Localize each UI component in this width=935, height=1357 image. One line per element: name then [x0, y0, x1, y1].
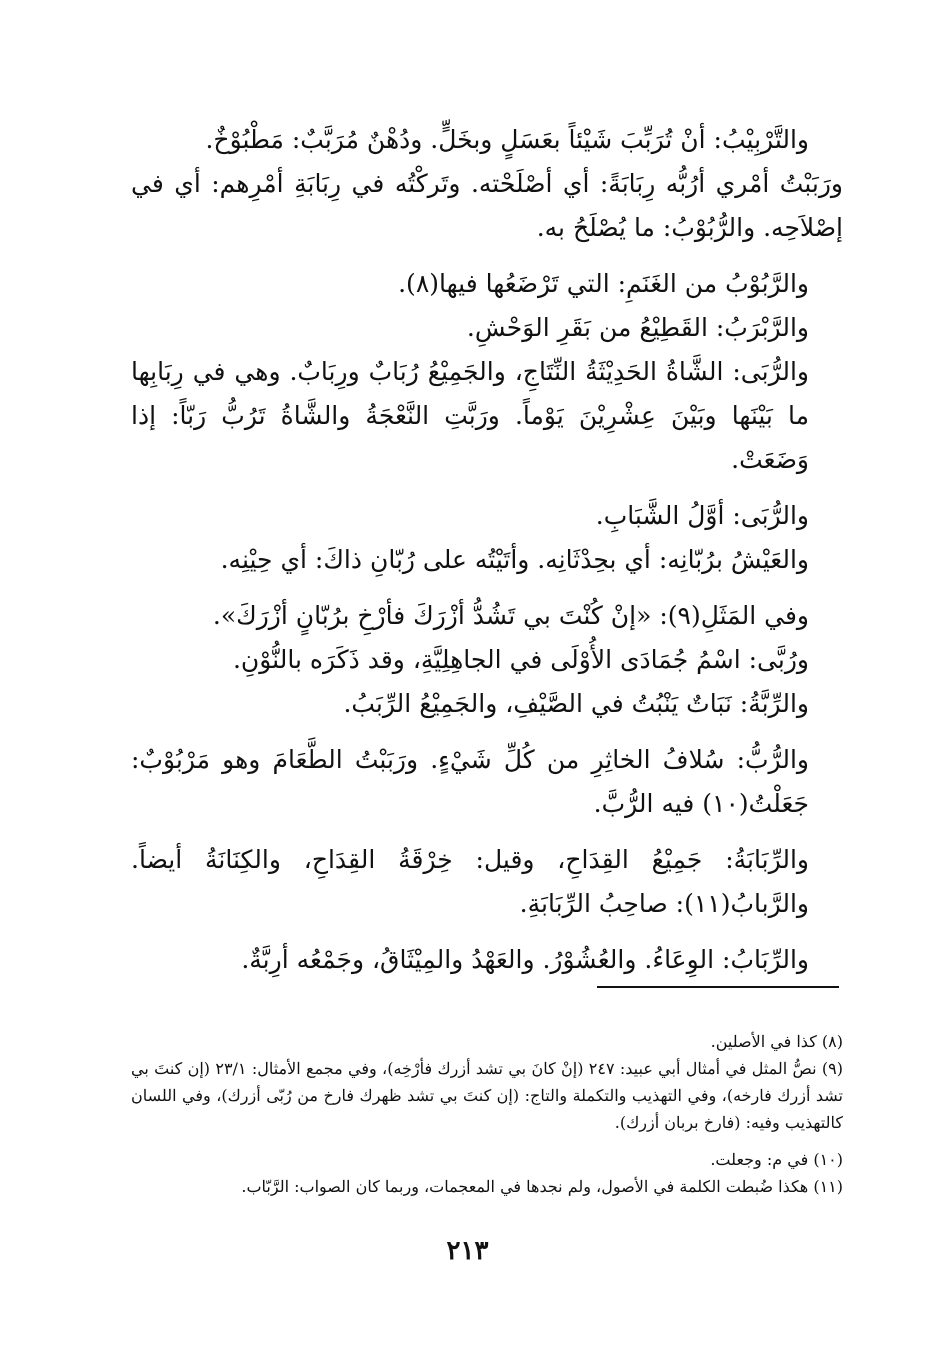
entry-rubb-sulaf: والرُّبُّ: سُلافُ الخاثِرِ من كُلِّ شَيْءٍ. ورَبَبْتُ الطَّعَامَ وهو مَرْبُوْبٌ: جَعَلْتُ(١٠) فيه الرُّبَّ.: [131, 745, 809, 818]
entry-aysh-rubbanih: والعَيْشُ برُبّانِه: أي بحِدْثَانِه. وأتَيْتُه على رُبّانِ ذاكَ: أي حِيْنِه.: [220, 545, 809, 574]
entry-ribabah-qidah: والرِّبَابَةُ: جَمِيْعُ القِدَاحِ، وقيل: خِرْقَةُ القِدَاحِ، والكِنَانَةُ أيضاً. والرَّبابُ(١١): صاحِبُ الرِّبَابَةِ.: [131, 845, 809, 918]
footnote-8: (٨) كذا في الأصلين.: [710, 1032, 843, 1051]
entry-mathal: وفي المَثَلِ(٩): «إنْ كُنْتَ بي تَشُدُّ أزْرَكَ فأرْخِ برُبّانٍ أزْرَكَ».: [212, 601, 809, 630]
page-number: ٢١٣: [446, 1236, 489, 1266]
entry-tarbib: والتَّرْبِيْبُ: أنْ تُرَبِّبَ شَيْئاً بعَسَلٍ وبخَلٍّ. ودُهْنٌ مُرَبَّبٌ: مَطْبُوْخٌ.: [205, 125, 809, 154]
footnotes: [131, 1028, 843, 1200]
footnote-separator: [597, 986, 839, 988]
footnote-11: (١١) هكذا ضُبطت الكلمة في الأصول، ولم نجدها في المعجمات، وربما كان الصواب: الرَّبّاب.: [241, 1177, 843, 1196]
entry-rababtu-amri: ورَبَبْتُ أمْري أرُبُّه رِبَابَةً: أي أصْلَحْته. وتَركْتُه في رِبَابَةِ أمْرِهم: أي في إصْلاَحِه. والرُّبُوْبُ: ما يُصْلَحُ به.: [131, 169, 843, 242]
entry-rubba-jumada: ورُبَّى: اسْمُ جُمَادَى الأُوْلَى في الجاهِلِيَّةِ، وقد ذَكَرَه بالنُّوْنِ.: [232, 645, 809, 674]
footnote-10: (١٠) في م: وجعلت.: [710, 1150, 843, 1169]
entry-rabub-ghanam: والرَّبُوْبُ من الغَنَمِ: التي تَرْضَعُها فيها(٨).: [398, 269, 809, 298]
footnote-9: (٩) نصُّ المثل في أمثال أبي عبيد: ٢٤٧ (إنْ كانَ بي تشد أزرك فأرْخِه)، وفي مجمع الأمثال: ٢٣/١ (إن كنتَ بي تشد أزرك فارخه)، وفي التهذيب والتكملة والتاج: (إن كنتَ بي تشد ظهرك فارخ من رُبّى أزرك)، وفي اللسان كالتهذيب وفيه: (فارخ بربان أزرك).: [131, 1059, 843, 1132]
dictionary-body: [131, 118, 843, 982]
entry-ribab-wia: والرِّبَابُ: الوِعَاءُ. والعُشُوْرُ. والعَهْدُ والمِيْثَاقُ، وجَمْعُه أرِبَّةٌ.: [241, 945, 809, 974]
entry-ruba-shabab: والرُّبَى: أوَّلُ الشَّبَابِ.: [595, 501, 809, 530]
entry-rabrab: والرَّبْرَبُ: القَطِيْعُ من بَقَرِ الوَحْشِ.: [466, 313, 809, 342]
entry-ruba-shah: والرُّبَى: الشَّاةُ الحَدِيْثَةُ النِّتَاجِ، والجَمِيْعُ رُبَابٌ ورِبَابٌ. وهي في رِبَابِها ما بَيْنَها وبَيْنَ عِشْرِيْنَ يَوْماً. ورَبَّتِ النَّعْجَةُ والشَّاةُ تَرُبُّ رَبّاً: إذا وَضَعَتْ.: [131, 357, 809, 474]
entry-ribbah-nabat: والرِّبَّةُ: نَبَاتٌ يَنْبُتُ في الصَّيْفِ، والجَمِيْعُ الرِّبَبُ.: [343, 689, 809, 718]
